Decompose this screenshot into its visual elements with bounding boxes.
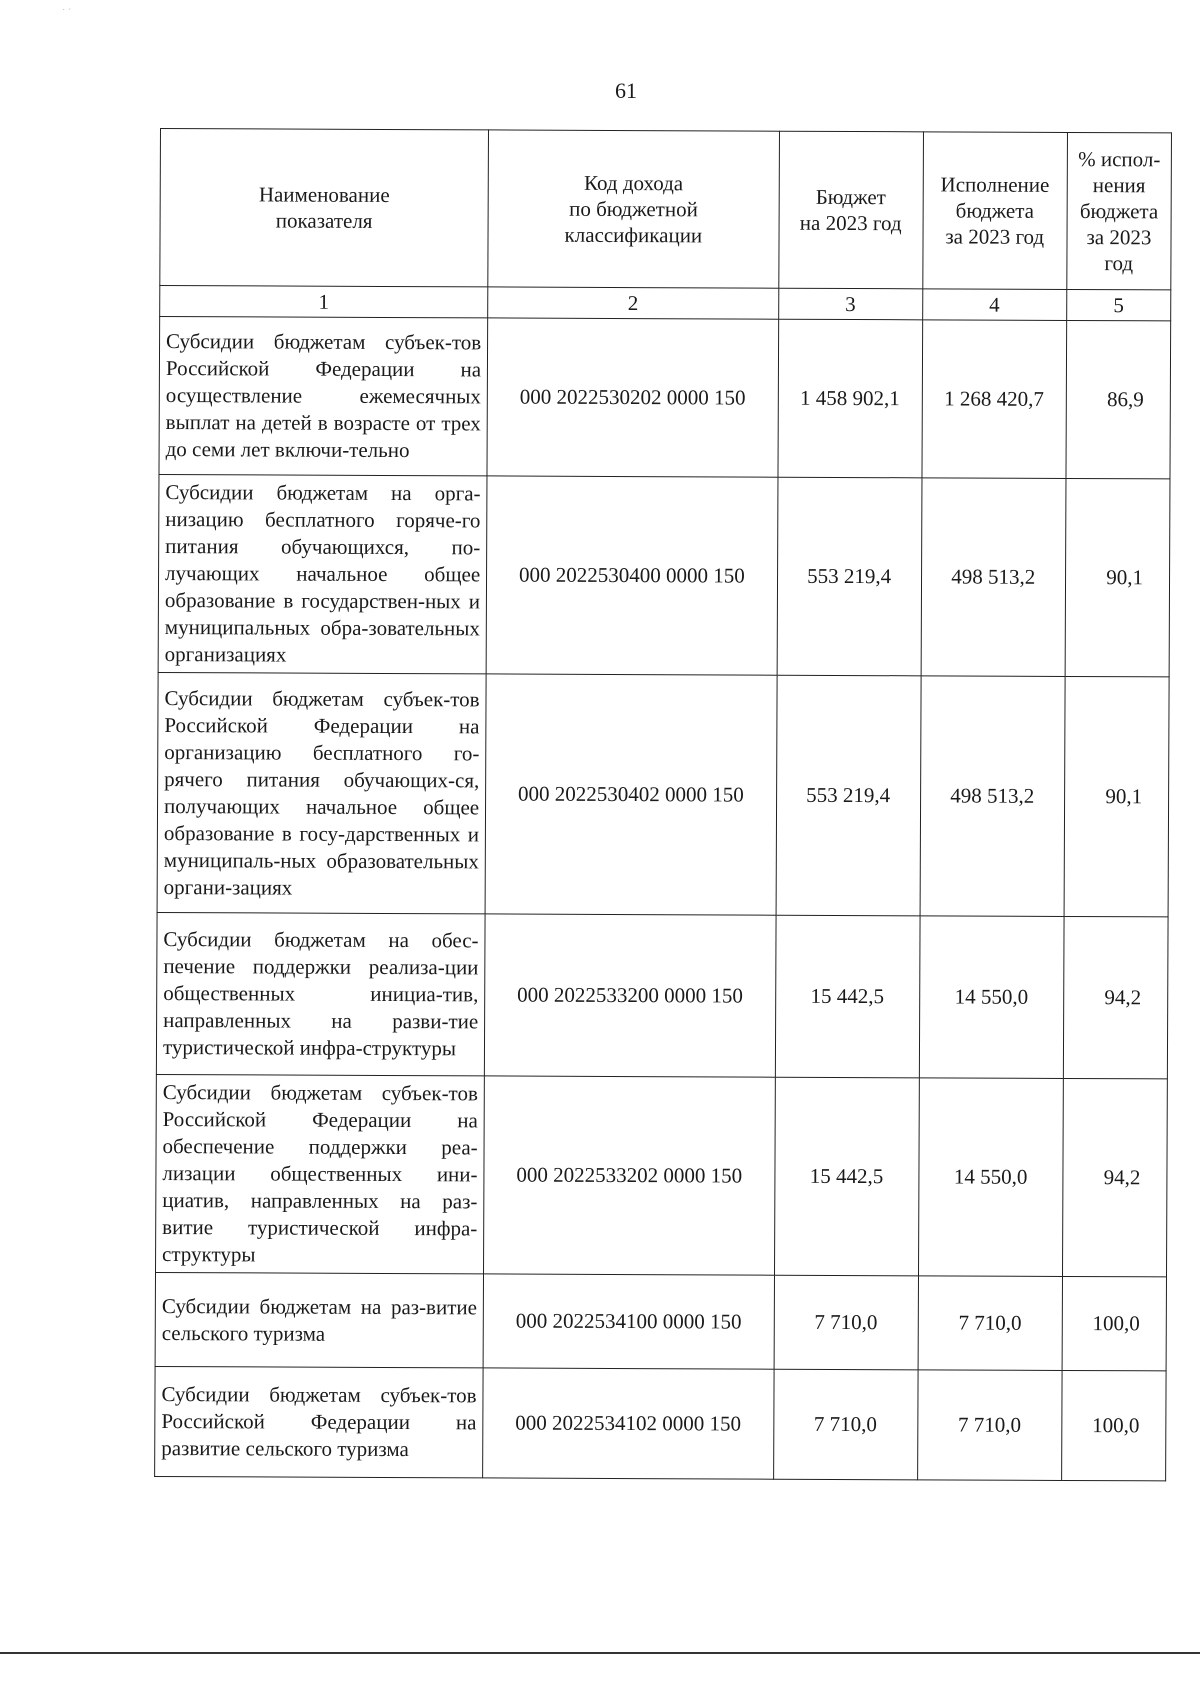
header-income-code: Код дохода по бюджетной классификации xyxy=(488,130,779,288)
table-row xyxy=(158,474,1170,676)
budget-execution-table xyxy=(154,128,1172,1481)
income-code: 000 2022533202 0000 150 xyxy=(484,1076,775,1275)
column-number: 2 xyxy=(488,287,779,319)
percent-value: 90,1 xyxy=(1065,478,1170,676)
percent-value: 100,0 xyxy=(1061,1370,1166,1480)
header-execution-percent: % испол- нения бюджета за 2023 год xyxy=(1067,132,1172,289)
header-execution-2023: Исполнение бюджета за 2023 год xyxy=(922,132,1067,290)
income-code: 000 2022530402 0000 150 xyxy=(485,674,776,915)
budget-value: 1 458 902,1 xyxy=(778,319,923,478)
execution-value: 7 710,0 xyxy=(917,1370,1062,1481)
indicator-name: Субсидии бюджетам субъек-тов Российской Федерации на организацию бесплатного го-рячего питания обучающих-ся, получающих начальное общее образование в госу-дарственных и муниципаль-ных образовательных органи-зациях xyxy=(157,672,486,913)
indicator-name: Субсидии бюджетам на раз-витие сельского туризма xyxy=(155,1272,484,1367)
budget-value: 553 219,4 xyxy=(776,675,921,916)
table-row xyxy=(155,1272,1166,1370)
table-row xyxy=(156,912,1168,1078)
income-code: 000 2022533200 0000 150 xyxy=(484,914,775,1077)
income-code: 000 2022534100 0000 150 xyxy=(483,1274,774,1369)
scan-artifact: ˙ ˊ xyxy=(62,8,72,19)
header-indicator-name: Наименование показателя xyxy=(160,129,489,287)
execution-value: 498 513,2 xyxy=(921,478,1066,677)
table-header-row xyxy=(160,129,1172,290)
income-code: 000 2022534102 0000 150 xyxy=(483,1368,774,1479)
budget-value: 7 710,0 xyxy=(773,1369,918,1480)
indicator-name: Субсидии бюджетам субъек-тов Российской Федерации на развитие сельского туризма xyxy=(155,1366,484,1477)
table-row xyxy=(157,672,1169,916)
column-number: 1 xyxy=(160,286,488,318)
percent-value: 86,9 xyxy=(1066,320,1171,478)
indicator-name: Субсидии бюджетам на орга-низацию бесплатного горяче-го питания обучающихся, по-лучающих начальное общее образование в государствен-ных и муниципальных обра-зовательных организациях xyxy=(158,474,487,673)
budget-value: 7 710,0 xyxy=(774,1275,919,1370)
page-number: 61 xyxy=(615,78,637,103)
table-row xyxy=(155,1366,1166,1480)
column-number-row xyxy=(160,286,1171,321)
column-number: 5 xyxy=(1066,289,1170,320)
column-number: 4 xyxy=(922,289,1066,321)
percent-value: 94,2 xyxy=(1062,1078,1167,1276)
execution-value: 7 710,0 xyxy=(918,1276,1063,1371)
budget-value: 553 219,4 xyxy=(777,477,922,676)
indicator-name: Субсидии бюджетам субъек-тов Российской Федерации на обеспечение поддержки реа-лизации общественных ини-циатив, направленных на раз-витие туристической инфра-структуры xyxy=(156,1074,485,1273)
percent-value: 100,0 xyxy=(1062,1276,1167,1370)
table-row xyxy=(159,317,1171,479)
percent-value: 90,1 xyxy=(1064,676,1169,916)
income-code: 000 2022530202 0000 150 xyxy=(487,318,778,477)
budget-value: 15 442,5 xyxy=(775,915,920,1078)
header-budget-2023: Бюджет на 2023 год xyxy=(778,131,923,289)
indicator-name: Субсидии бюджетам субъек-тов Российской Федерации на осуществление ежемесячных выплат на детей в возрасте от трех до семи лет включи-тельно xyxy=(159,317,488,476)
footer-rule xyxy=(0,1652,1200,1654)
execution-value: 498 513,2 xyxy=(920,676,1065,917)
table-row xyxy=(156,1074,1168,1276)
execution-value: 14 550,0 xyxy=(919,916,1064,1079)
execution-value: 1 268 420,7 xyxy=(922,320,1067,479)
execution-value: 14 550,0 xyxy=(918,1078,1063,1277)
income-code: 000 2022530400 0000 150 xyxy=(486,476,777,675)
indicator-name: Субсидии бюджетам на обес-печение поддержки реализа-ции общественных инициа-тив, направленных на разви-тие туристической инфра-структуры xyxy=(156,912,485,1075)
percent-value: 94,2 xyxy=(1063,916,1168,1078)
budget-value: 15 442,5 xyxy=(774,1077,919,1276)
column-number: 3 xyxy=(778,288,922,320)
